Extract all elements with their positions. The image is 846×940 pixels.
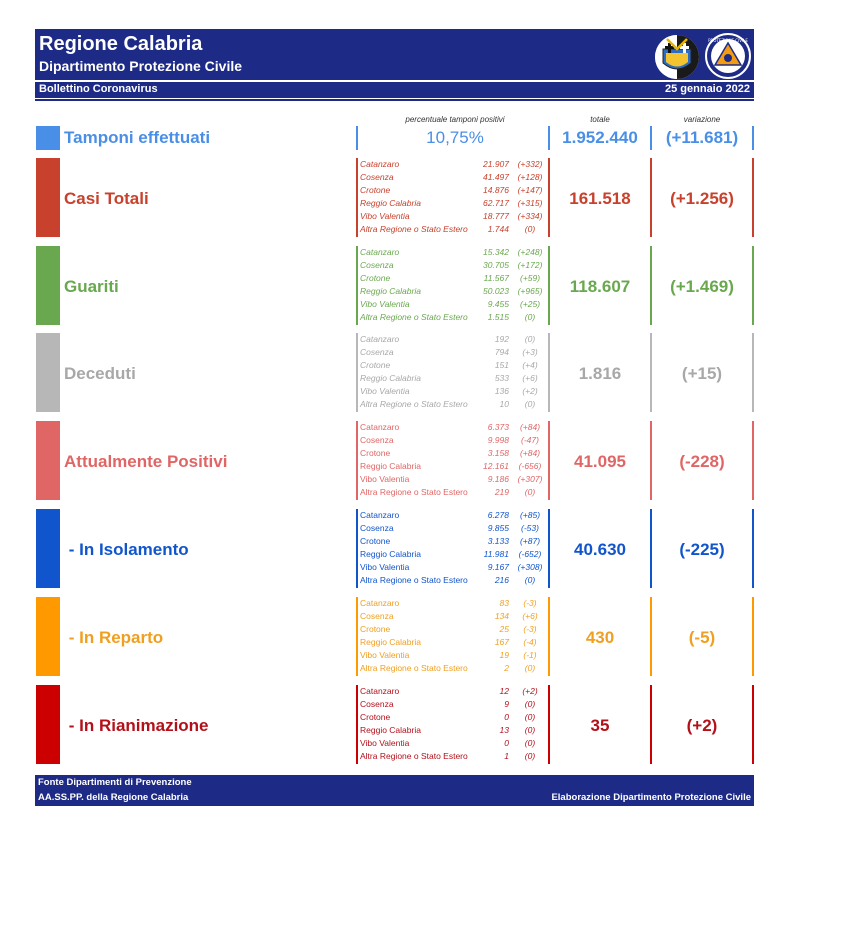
- variation-column-header: variazione: [683, 115, 721, 124]
- in-isolamento-divider: [356, 509, 358, 588]
- in-rianimazione-divider: [752, 685, 754, 764]
- guariti-province-name: Catanzaro: [360, 247, 400, 257]
- deceduti-swatch: [36, 333, 60, 412]
- in-reparto-province-variation: (+6): [522, 611, 538, 621]
- casi-totali-province-value: 62.717: [483, 198, 509, 208]
- in-reparto-province-value: 83: [499, 598, 509, 608]
- guariti-province-value: 50.023: [483, 286, 509, 296]
- in-rianimazione-province-value: 1: [504, 751, 509, 761]
- guariti-province-value: 9.455: [487, 299, 509, 309]
- attualmente-positivi-title: Attualmente Positivi: [64, 452, 228, 471]
- attualmente-positivi-province-name: Catanzaro: [360, 422, 400, 432]
- in-rianimazione-total: 35: [590, 716, 610, 735]
- guariti-province-variation: (+59): [519, 273, 541, 283]
- in-rianimazione-province-value: 9: [504, 699, 509, 709]
- casi-totali-province-name: Altra Regione o Stato Estero: [360, 224, 468, 234]
- attualmente-positivi-province-name: Reggio Calabria: [360, 461, 421, 471]
- casi-totali-province-name: Catanzaro: [360, 159, 400, 169]
- in-rianimazione-province-name: Catanzaro: [360, 686, 400, 696]
- in-rianimazione-province-value: 0: [504, 712, 509, 722]
- in-reparto-variation: (-5): [688, 628, 716, 647]
- deceduti-province-variation: (0): [524, 399, 536, 409]
- in-reparto-province-variation: (-4): [523, 637, 537, 647]
- in-isolamento-province-name: Reggio Calabria: [360, 549, 421, 559]
- deceduti-province-variation: (+6): [522, 373, 538, 383]
- attualmente-positivi-province-variation: (-47): [521, 435, 539, 445]
- casi-totali-province-variation: (+315): [517, 198, 543, 208]
- casi-totali-province-value: 41.497: [483, 172, 509, 182]
- in-reparto-province-variation: (-1): [523, 650, 537, 660]
- in-reparto-province-name: Crotone: [360, 624, 391, 634]
- in-isolamento-province-variation: (+308): [517, 562, 543, 572]
- casi-totali-province-variation: (+334): [517, 211, 543, 221]
- casi-totali-province-variation: (0): [524, 224, 536, 234]
- in-isolamento-province-variation: (+87): [519, 536, 541, 546]
- attualmente-positivi-province-variation: (0): [524, 487, 536, 497]
- in-rianimazione-province-value: 12: [499, 686, 509, 696]
- deceduti-province-value: 136: [494, 386, 509, 396]
- in-rianimazione-province-variation: (0): [524, 725, 536, 735]
- in-reparto-province-name: Altra Regione o Stato Estero: [360, 663, 468, 673]
- deceduti-province-variation: (+4): [522, 360, 538, 370]
- attualmente-positivi-province-value: 219: [494, 487, 509, 497]
- guariti-total: 118.607: [569, 277, 631, 296]
- in-rianimazione-province-variation: (0): [524, 699, 536, 709]
- deceduti-province-variation: (+3): [522, 347, 538, 357]
- deceduti-province-value: 192: [494, 334, 509, 344]
- guariti-province-name: Reggio Calabria: [360, 286, 421, 296]
- casi-totali-province-value: 1.744: [487, 224, 509, 234]
- attualmente-positivi-variation: (-228): [679, 452, 725, 471]
- casi-totali-province-variation: (+147): [517, 185, 543, 195]
- deceduti-province-value: 533: [494, 373, 509, 383]
- guariti-province-name: Altra Regione o Stato Estero: [360, 312, 468, 322]
- casi-totali-province-variation: (+128): [517, 172, 543, 182]
- guariti-province-variation: (+248): [517, 247, 543, 257]
- in-isolamento-title: - In Isolamento: [64, 540, 189, 559]
- in-isolamento-province-value: 9.167: [487, 562, 509, 572]
- in-isolamento-province-variation: (+85): [519, 510, 541, 520]
- department-title: Dipartimento Protezione Civile: [39, 58, 243, 74]
- attualmente-positivi-province-variation: (+84): [519, 448, 541, 458]
- in-isolamento-swatch: [36, 509, 60, 588]
- attualmente-positivi-province-variation: (+84): [519, 422, 541, 432]
- in-reparto-divider: [356, 597, 358, 676]
- tamponi-title: Tamponi effettuati: [64, 128, 211, 147]
- in-rianimazione-province-value: 0: [504, 738, 509, 748]
- deceduti-total: 1.816: [578, 364, 622, 383]
- deceduti-province-name: Altra Regione o Stato Estero: [360, 399, 468, 409]
- deceduti-province-value: 10: [499, 399, 509, 409]
- in-isolamento-variation: (-225): [679, 540, 725, 559]
- in-isolamento-province-name: Catanzaro: [360, 510, 400, 520]
- protezione-civile-logo-icon: [705, 33, 751, 79]
- guariti-variation: (+1.469): [670, 277, 734, 296]
- guariti-divider: [356, 246, 358, 325]
- attualmente-positivi-province-value: 12.161: [483, 461, 509, 471]
- in-rianimazione-province-name: Vibo Valentia: [360, 738, 410, 748]
- deceduti-province-variation: (0): [524, 334, 536, 344]
- in-reparto-total: 430: [585, 628, 615, 647]
- attualmente-positivi-province-value: 3.158: [487, 448, 509, 458]
- in-reparto-province-name: Catanzaro: [360, 598, 400, 608]
- in-rianimazione-province-name: Altra Regione o Stato Estero: [360, 751, 468, 761]
- tamponi-total: 1.952.440: [562, 128, 638, 147]
- in-rianimazione-divider: [356, 685, 358, 764]
- casi-totali-province-name: Vibo Valentia: [360, 211, 410, 221]
- in-reparto-province-name: Reggio Calabria: [360, 637, 421, 647]
- header-rule: [35, 99, 754, 101]
- in-rianimazione-province-variation: (0): [524, 712, 536, 722]
- in-reparto-province-variation: (-3): [523, 624, 537, 634]
- tamponi-divider: [356, 126, 358, 150]
- deceduti-divider: [752, 333, 754, 412]
- casi-totali-total: 161.518: [569, 189, 631, 208]
- in-reparto-swatch: [36, 597, 60, 676]
- in-isolamento-province-value: 11.981: [483, 549, 509, 559]
- in-rianimazione-variation: (+2): [686, 716, 718, 735]
- deceduti-variation: (+15): [681, 364, 723, 383]
- deceduti-divider: [356, 333, 358, 412]
- tamponi-variation: (+11.681): [665, 128, 739, 147]
- casi-totali-province-name: Cosenza: [360, 172, 394, 182]
- guariti-province-variation: (+172): [517, 260, 543, 270]
- attualmente-positivi-province-name: Altra Regione o Stato Estero: [360, 487, 468, 497]
- in-isolamento-province-variation: (-652): [518, 549, 542, 559]
- deceduti-province-name: Reggio Calabria: [360, 373, 421, 383]
- in-rianimazione-province-name: Cosenza: [360, 699, 394, 709]
- deceduti-province-name: Vibo Valentia: [360, 386, 410, 396]
- casi-totali-province-value: 21.907: [483, 159, 509, 169]
- in-reparto-divider: [752, 597, 754, 676]
- casi-totali-divider: [356, 158, 358, 237]
- guariti-province-value: 15.342: [483, 247, 509, 257]
- attualmente-positivi-province-name: Crotone: [360, 448, 391, 458]
- casi-totali-province-name: Crotone: [360, 185, 391, 195]
- in-isolamento-province-value: 6.278: [487, 510, 509, 520]
- in-rianimazione-title: - In Rianimazione: [64, 716, 209, 735]
- guariti-province-name: Crotone: [360, 273, 391, 283]
- casi-totali-province-value: 14.876: [483, 185, 509, 195]
- in-reparto-province-name: Vibo Valentia: [360, 650, 410, 660]
- attualmente-positivi-province-variation: (-656): [518, 461, 542, 471]
- in-reparto-province-value: 134: [494, 611, 509, 621]
- in-rianimazione-province-value: 13: [499, 725, 509, 735]
- footer-source: Fonte Dipartimenti di Prevenzione: [38, 777, 192, 788]
- guariti-province-variation: (+25): [519, 299, 541, 309]
- header-banner: [35, 29, 754, 80]
- region-title: Regione Calabria: [39, 33, 203, 55]
- in-reparto-province-variation: (-3): [523, 598, 537, 608]
- in-isolamento-province-variation: (0): [524, 575, 536, 585]
- guariti-province-value: 1.515: [487, 312, 509, 322]
- casi-totali-province-value: 18.777: [483, 211, 509, 221]
- in-rianimazione-swatch: [36, 685, 60, 764]
- attualmente-positivi-province-variation: (+307): [517, 474, 543, 484]
- footer-source-detail: AA.SS.PP. della Regione Calabria: [38, 792, 189, 803]
- deceduti-title: Deceduti: [64, 364, 136, 383]
- guariti-province-name: Vibo Valentia: [360, 299, 410, 309]
- bulletin-label: Bollettino Coronavirus: [39, 83, 158, 95]
- guariti-swatch: [36, 246, 60, 325]
- in-isolamento-province-value: 3.133: [487, 536, 509, 546]
- in-isolamento-province-name: Cosenza: [360, 523, 394, 533]
- in-isolamento-province-name: Crotone: [360, 536, 391, 546]
- guariti-title: Guariti: [64, 277, 119, 296]
- in-rianimazione-province-name: Crotone: [360, 712, 391, 722]
- logo-text: PROTEZIONE CIVILE: [708, 38, 748, 43]
- in-isolamento-province-variation: (-53): [521, 523, 539, 533]
- guariti-divider: [752, 246, 754, 325]
- attualmente-positivi-divider: [356, 421, 358, 500]
- in-reparto-province-variation: (0): [524, 663, 536, 673]
- casi-totali-province-name: Reggio Calabria: [360, 198, 421, 208]
- attualmente-positivi-total: 41.095: [574, 452, 626, 471]
- deceduti-province-value: 794: [494, 347, 509, 357]
- in-reparto-province-value: 167: [494, 637, 509, 647]
- total-column-header: totale: [590, 115, 610, 124]
- deceduti-province-name: Catanzaro: [360, 334, 400, 344]
- in-reparto-province-value: 2: [504, 663, 509, 673]
- attualmente-positivi-province-name: Vibo Valentia: [360, 474, 410, 484]
- casi-totali-variation: (+1.256): [670, 189, 734, 208]
- attualmente-positivi-province-value: 9.186: [487, 474, 509, 484]
- in-isolamento-province-value: 216: [494, 575, 509, 585]
- in-reparto-title: - In Reparto: [64, 628, 164, 647]
- in-reparto-province-value: 25: [499, 624, 509, 634]
- attualmente-positivi-province-name: Cosenza: [360, 435, 394, 445]
- calabria-coat-of-arms-icon: [655, 35, 699, 79]
- footer-credit: Elaborazione Dipartimento Protezione Civile: [551, 792, 751, 803]
- casi-totali-title: Casi Totali: [64, 189, 149, 208]
- footer-banner: [35, 775, 754, 806]
- in-isolamento-total: 40.630: [574, 540, 626, 559]
- in-rianimazione-province-variation: (+2): [522, 686, 538, 696]
- in-isolamento-divider: [752, 509, 754, 588]
- guariti-province-value: 11.567: [483, 273, 509, 283]
- casi-totali-divider: [752, 158, 754, 237]
- deceduti-province-variation: (+2): [522, 386, 538, 396]
- deceduti-province-name: Crotone: [360, 360, 391, 370]
- in-isolamento-province-value: 9.855: [487, 523, 509, 533]
- in-reparto-province-value: 19: [499, 650, 509, 660]
- guariti-province-variation: (+965): [517, 286, 543, 296]
- bulletin-date: 25 gennaio 2022: [665, 83, 750, 95]
- in-rianimazione-province-name: Reggio Calabria: [360, 725, 421, 735]
- tamponi-swatch: [36, 126, 60, 150]
- in-isolamento-province-name: Altra Regione o Stato Estero: [360, 575, 468, 585]
- in-rianimazione-province-variation: (0): [524, 738, 536, 748]
- in-reparto-province-name: Cosenza: [360, 611, 394, 621]
- percent-column-header: percentuale tamponi positivi: [405, 115, 505, 124]
- tamponi-percent: 10,75%: [426, 128, 484, 147]
- deceduti-province-value: 151: [494, 360, 509, 370]
- attualmente-positivi-swatch: [36, 421, 60, 500]
- attualmente-positivi-province-value: 6.373: [487, 422, 509, 432]
- attualmente-positivi-divider: [752, 421, 754, 500]
- tamponi-divider: [752, 126, 754, 150]
- deceduti-province-name: Cosenza: [360, 347, 394, 357]
- attualmente-positivi-province-value: 9.998: [487, 435, 509, 445]
- casi-totali-province-variation: (+332): [517, 159, 543, 169]
- sub-header: [35, 82, 754, 98]
- in-rianimazione-province-variation: (0): [524, 751, 536, 761]
- casi-totali-swatch: [36, 158, 60, 237]
- guariti-province-name: Cosenza: [360, 260, 394, 270]
- in-isolamento-province-name: Vibo Valentia: [360, 562, 410, 572]
- guariti-province-value: 30.705: [483, 260, 509, 270]
- guariti-province-variation: (0): [524, 312, 536, 322]
